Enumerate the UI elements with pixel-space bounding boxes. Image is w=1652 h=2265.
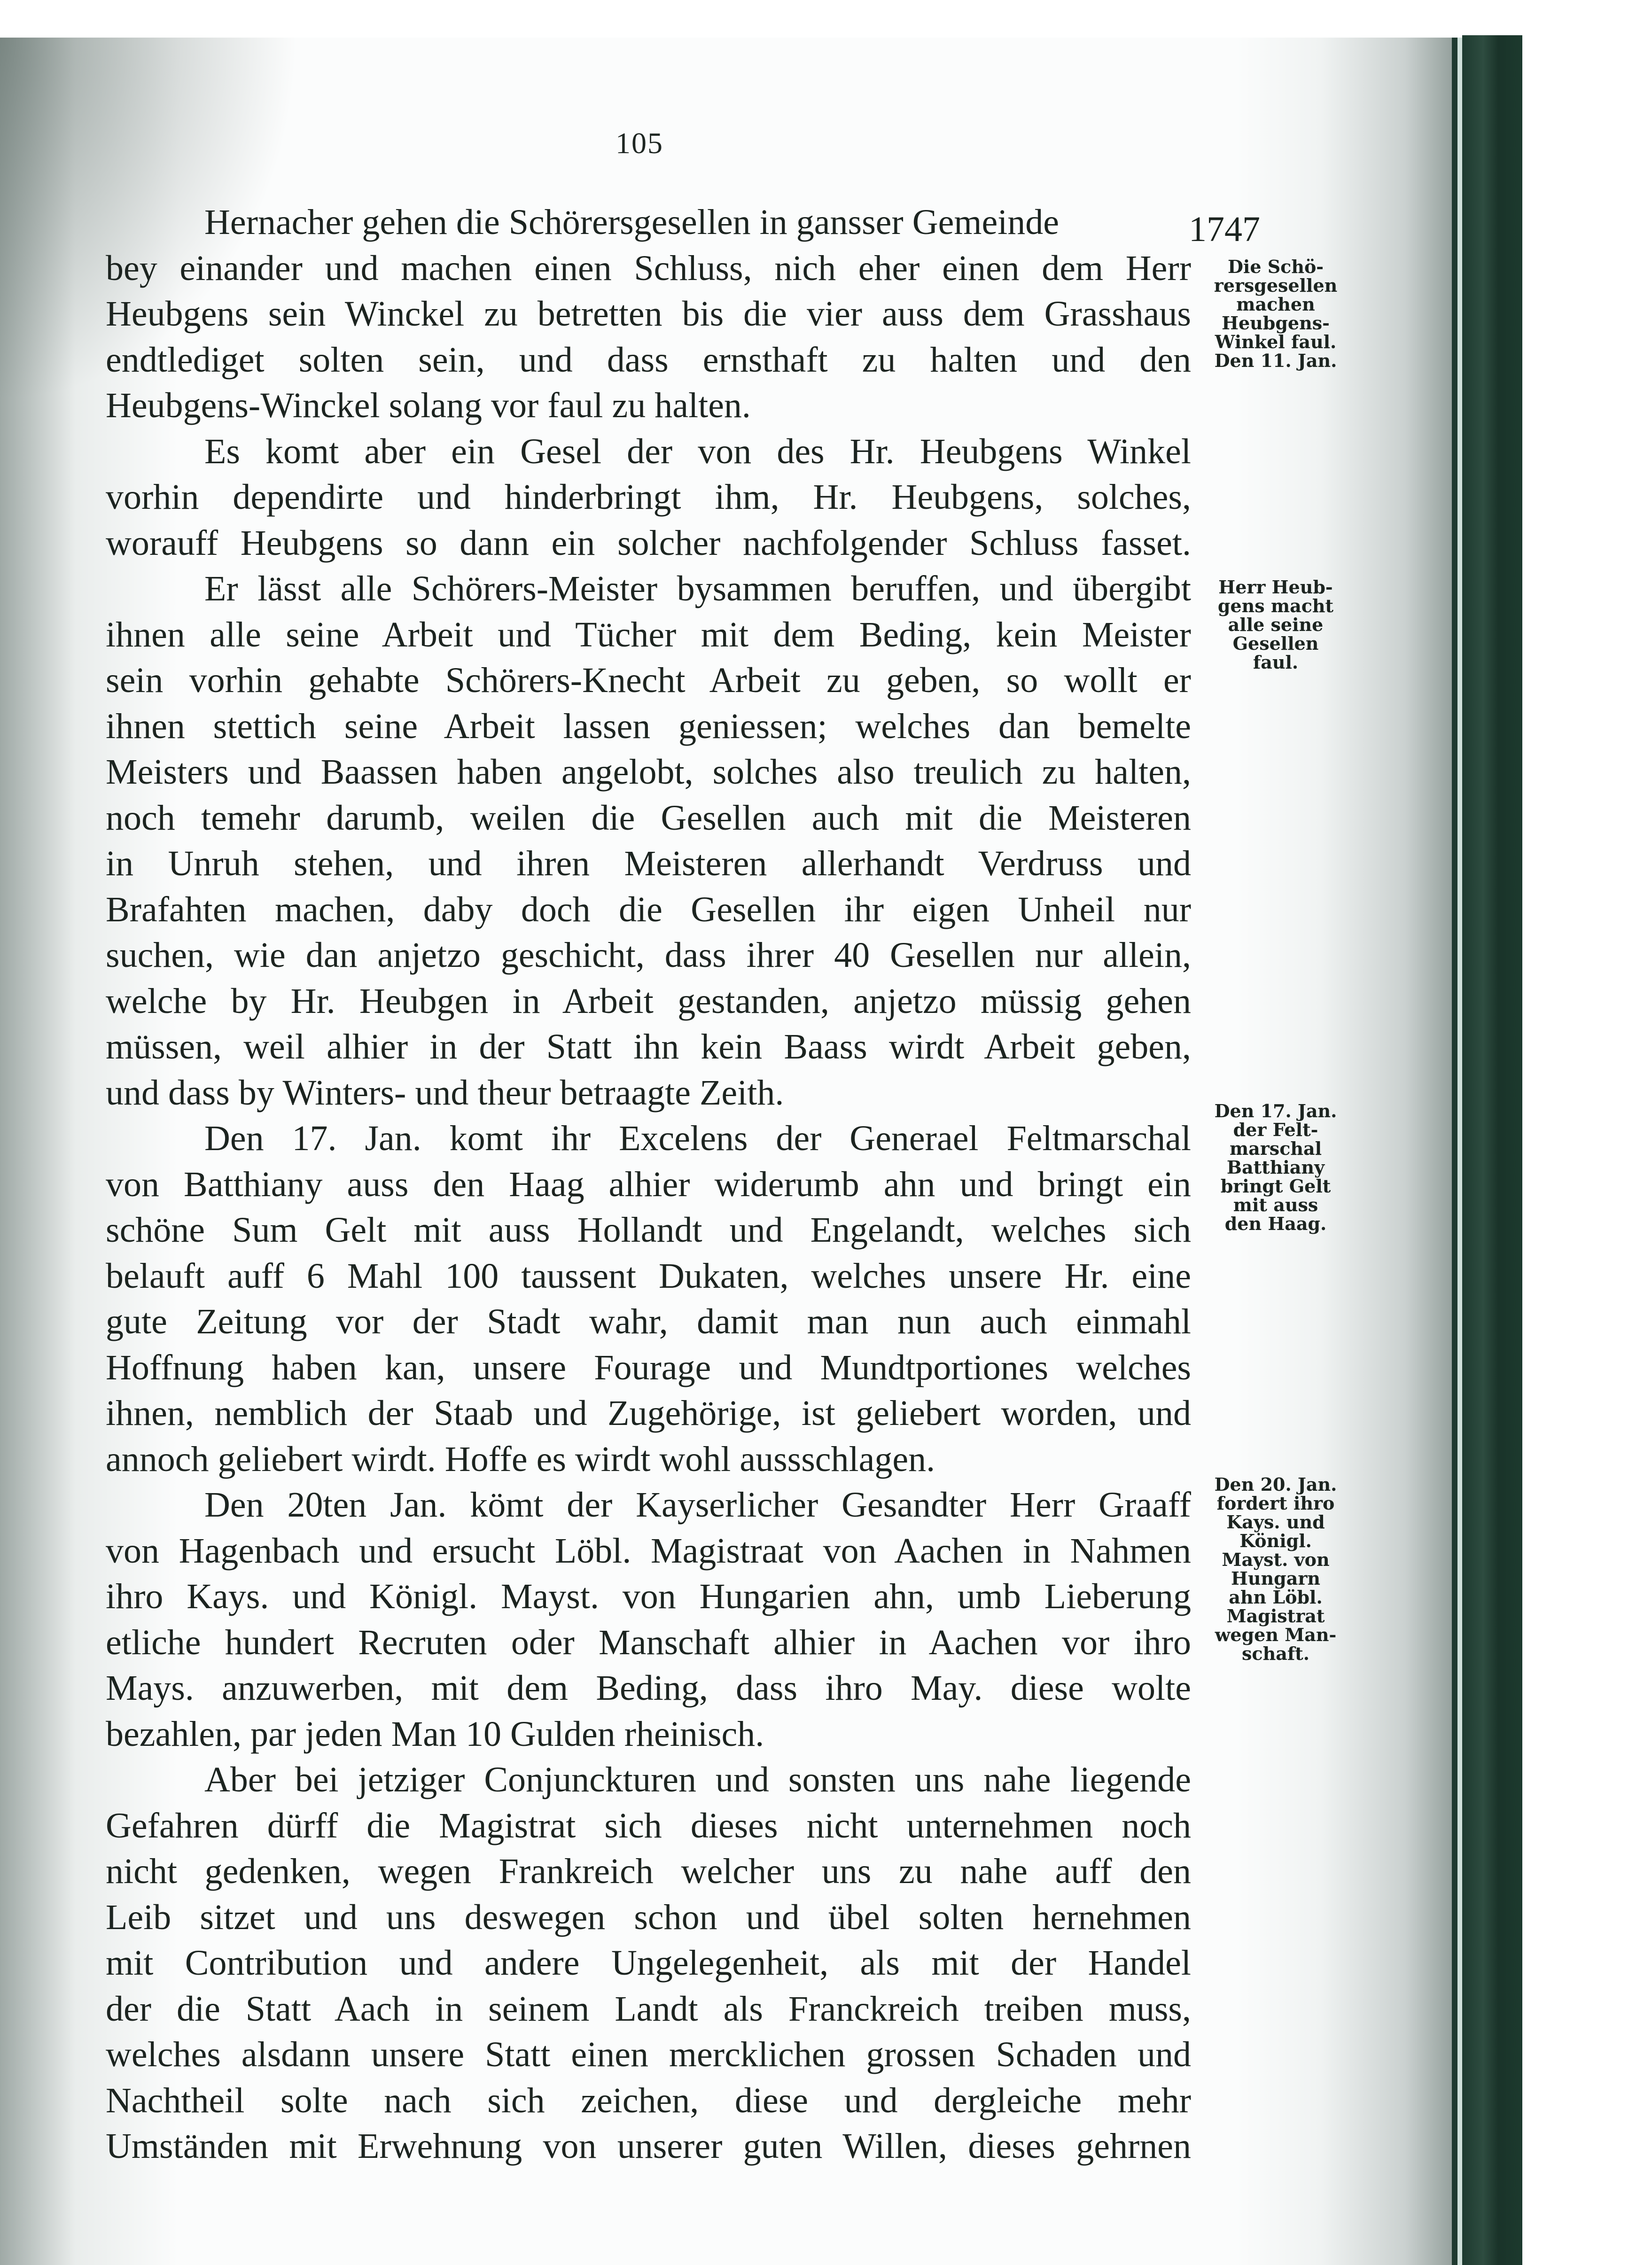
margin-note	[1196, 257, 1356, 370]
text-line: Mays. anzuwerben, mit dem Beding, dass ihro May. diese wolte	[106, 1668, 1191, 1708]
text-line: suchen, wie dan anjetzo geschicht, dass ihrer 40 Gesellen nur allein,	[106, 935, 1191, 975]
text-line: Hoffnung haben kan, unsere Fourage und Mundtportiones welches	[106, 1347, 1191, 1387]
text-line: etliche hundert Recruten oder Manschaft alhier in Aachen vor ihro	[106, 1622, 1191, 1662]
text-line: der die Statt Aach in seinem Landt als Franckreich treiben muss,	[106, 1989, 1191, 2029]
text-line: Hernacher gehen die Schörersgesellen in gansser Gemeinde	[204, 202, 1060, 242]
margin-note-line: Kays. und	[1226, 1511, 1325, 1533]
text-line: müssen, weil alhier in der Statt ihn kein Baass wirdt Arbeit geben,	[106, 1027, 1191, 1066]
text-line: welche by Hr. Heubgen in Arbeit gestanden, anjetzo müssig gehen	[106, 981, 1191, 1021]
text-line: Heubgens-Winckel solang vor faul zu halten.	[106, 386, 751, 425]
margin-note-line: machen	[1236, 294, 1315, 315]
text-line: sein vorhin gehabte Schörers-Knecht Arbeit zu geben, so wollt er	[106, 661, 1191, 700]
text-line: noch temehr darumb, weilen die Gesellen auch mit die Meisteren	[106, 798, 1191, 838]
text-line: ihnen alle seine Arbeit und Tücher mit dem Beding, kein Meister	[106, 615, 1191, 654]
text-line: belauft auff 6 Mahl 100 taussent Dukaten, welches unsere Hr. eine	[106, 1256, 1191, 1296]
text-line: ihro Kays. und Königl. Mayst. von Hungarien ahn, umb Lieberung	[106, 1577, 1191, 1616]
text-line: in Unruh stehen, und ihren Meisteren allerhandt Verdruss und	[106, 844, 1191, 883]
text-line: von Hagenbach und ersucht Löbl. Magistraat von Aachen in Nahmen	[106, 1531, 1191, 1571]
margin-note-line: den Haag.	[1224, 1213, 1327, 1234]
margin-note-line: Den 11. Jan.	[1214, 350, 1337, 371]
margin-note-line: alle seine	[1228, 614, 1324, 635]
text-line: schöne Sum Gelt mit auss Hollandt und Engelandt, welches sich	[106, 1210, 1191, 1250]
margin-note-line: Herr Heub-	[1218, 576, 1333, 598]
text-line: worauff Heubgens so dann ein solcher nachfolgender Schluss fasset.	[106, 523, 1191, 563]
text-line: Den 17. Jan. komt ihr Excelens der Generael Feltmarschal	[204, 1119, 1191, 1158]
margin-note-line: Heubgens-	[1222, 312, 1330, 334]
margin-note	[1196, 578, 1356, 672]
margin-note	[1196, 1475, 1356, 1663]
margin-note-line: Die Schö-	[1227, 256, 1324, 277]
margin-note-line: marschal	[1229, 1138, 1322, 1159]
text-line: Gefahren dürff die Magistrat sich dieses nicht unternehmen noch	[106, 1806, 1191, 1845]
paragraph	[106, 566, 1191, 1116]
margin-note-line: Batthiany	[1226, 1157, 1325, 1178]
text-line: Umständen mit Erwehnung von unserer guten Willen, dieses gehrnen	[106, 2126, 1191, 2166]
margin-note-line: schaft.	[1242, 1643, 1309, 1664]
text-line: endtlediget solten sein, und dass ernsthaft zu halten und den	[106, 340, 1191, 380]
book-binding-edge	[1452, 38, 1457, 2265]
text-line: ihnen, nemblich der Staab und Zugehörige, ist geliebert worden, und	[106, 1393, 1191, 1433]
paragraph	[106, 1757, 1191, 2170]
text-line: vorhin dependirte und hinderbringt ihm, Hr. Heubgens, solches,	[106, 477, 1191, 517]
margin-note-line: der Felt-	[1233, 1119, 1318, 1140]
text-line: Aber bei jetziger Conjunckturen und sonsten uns nahe liegende	[204, 1760, 1191, 1799]
paragraph	[106, 1116, 1191, 1482]
paragraph	[106, 1482, 1191, 1757]
text-line: welches alsdann unsere Statt einen mercklichen grossen Schaden und	[106, 2035, 1191, 2074]
text-line: mit Contribution und andere Ungelegenheit, als mit der Handel	[106, 1943, 1191, 1983]
book-cover-spine	[1462, 35, 1522, 2265]
margin-note-line: faul.	[1253, 652, 1299, 673]
margin-note-line: mit auss	[1233, 1194, 1318, 1215]
binding-gap	[1457, 38, 1462, 2265]
margin-note-line: wegen Man-	[1215, 1624, 1337, 1645]
margin-note	[1196, 1102, 1356, 1233]
margin-note-line: ahn Löbl.	[1229, 1587, 1323, 1608]
scan-background	[1522, 0, 1652, 2265]
text-line: bey einander und machen einen Schluss, nich eher einen dem Herr	[106, 248, 1191, 288]
paragraph	[106, 429, 1191, 567]
text-line: annoch geliebert wirdt. Hoffe es wirdt wohl aussschlagen.	[106, 1439, 935, 1479]
margin-note-line: Hungarn	[1231, 1568, 1320, 1589]
main-text	[106, 200, 1191, 2170]
text-line: und dass by Winters- und theur betraagte Zeith.	[106, 1073, 784, 1113]
margin-note-line: fordert ihro	[1216, 1493, 1335, 1514]
margin-note-line: Gesellen	[1232, 633, 1319, 654]
text-line: Er lässt alle Schörers-Meister bysammen beruffen, und übergibt	[204, 569, 1191, 608]
text-line: gute Zeitung vor der Stadt wahr, damit man nun auch einmahl	[106, 1302, 1191, 1341]
margin-note-line: bringt Gelt	[1220, 1175, 1331, 1197]
year-marker: 1747	[1189, 210, 1260, 249]
text-line: nicht gedenken, wegen Frankreich welcher uns zu nahe auff den	[106, 1852, 1191, 1891]
text-line: Es komt aber ein Gesel der von des Hr. Heubgens Winkel	[204, 431, 1191, 471]
page-number: 105	[616, 126, 663, 160]
text-line: Nachtheil solte nach sich zeichen, diese und dergleiche mehr	[106, 2080, 1191, 2120]
margin-note-line: rersgesellen	[1214, 275, 1338, 296]
text-line: ihnen stettich seine Arbeit lassen geniessen; welches dan bemelte	[106, 706, 1191, 746]
margin-note-line: Winkel faul.	[1215, 331, 1337, 352]
text-line: Leib sitzet und uns deswegen schon und übel solten hernehmen	[106, 1897, 1191, 1937]
margin-note-line: gens macht	[1217, 595, 1334, 616]
margin-note-line: Den 17. Jan.	[1214, 1100, 1337, 1121]
text-line: bezahlen, par jeden Man 10 Gulden rheinisch.	[106, 1714, 764, 1754]
margin-note-line: Magistrat	[1226, 1605, 1325, 1627]
text-line: Den 20ten Jan. kömt der Kayserlicher Gesandter Herr Graaff	[204, 1485, 1191, 1525]
margin-note-line: Mayst. von	[1222, 1549, 1330, 1570]
margin-note-line: Königl.	[1239, 1530, 1312, 1551]
text-line: von Batthiany auss den Haag alhier widerumb ahn und bringt ein	[106, 1164, 1191, 1204]
margin-note-line: Den 20. Jan.	[1214, 1474, 1337, 1495]
text-line: Meisters und Baassen haben angelobt, solches also treulich zu halten,	[106, 752, 1191, 792]
text-line: Heubgens sein Winckel zu betretten bis die vier auss dem Grasshaus	[106, 294, 1191, 334]
paragraph	[106, 200, 1191, 429]
text-line: Brafahten machen, daby doch die Gesellen ihr eigen Unheil nur	[106, 889, 1191, 929]
